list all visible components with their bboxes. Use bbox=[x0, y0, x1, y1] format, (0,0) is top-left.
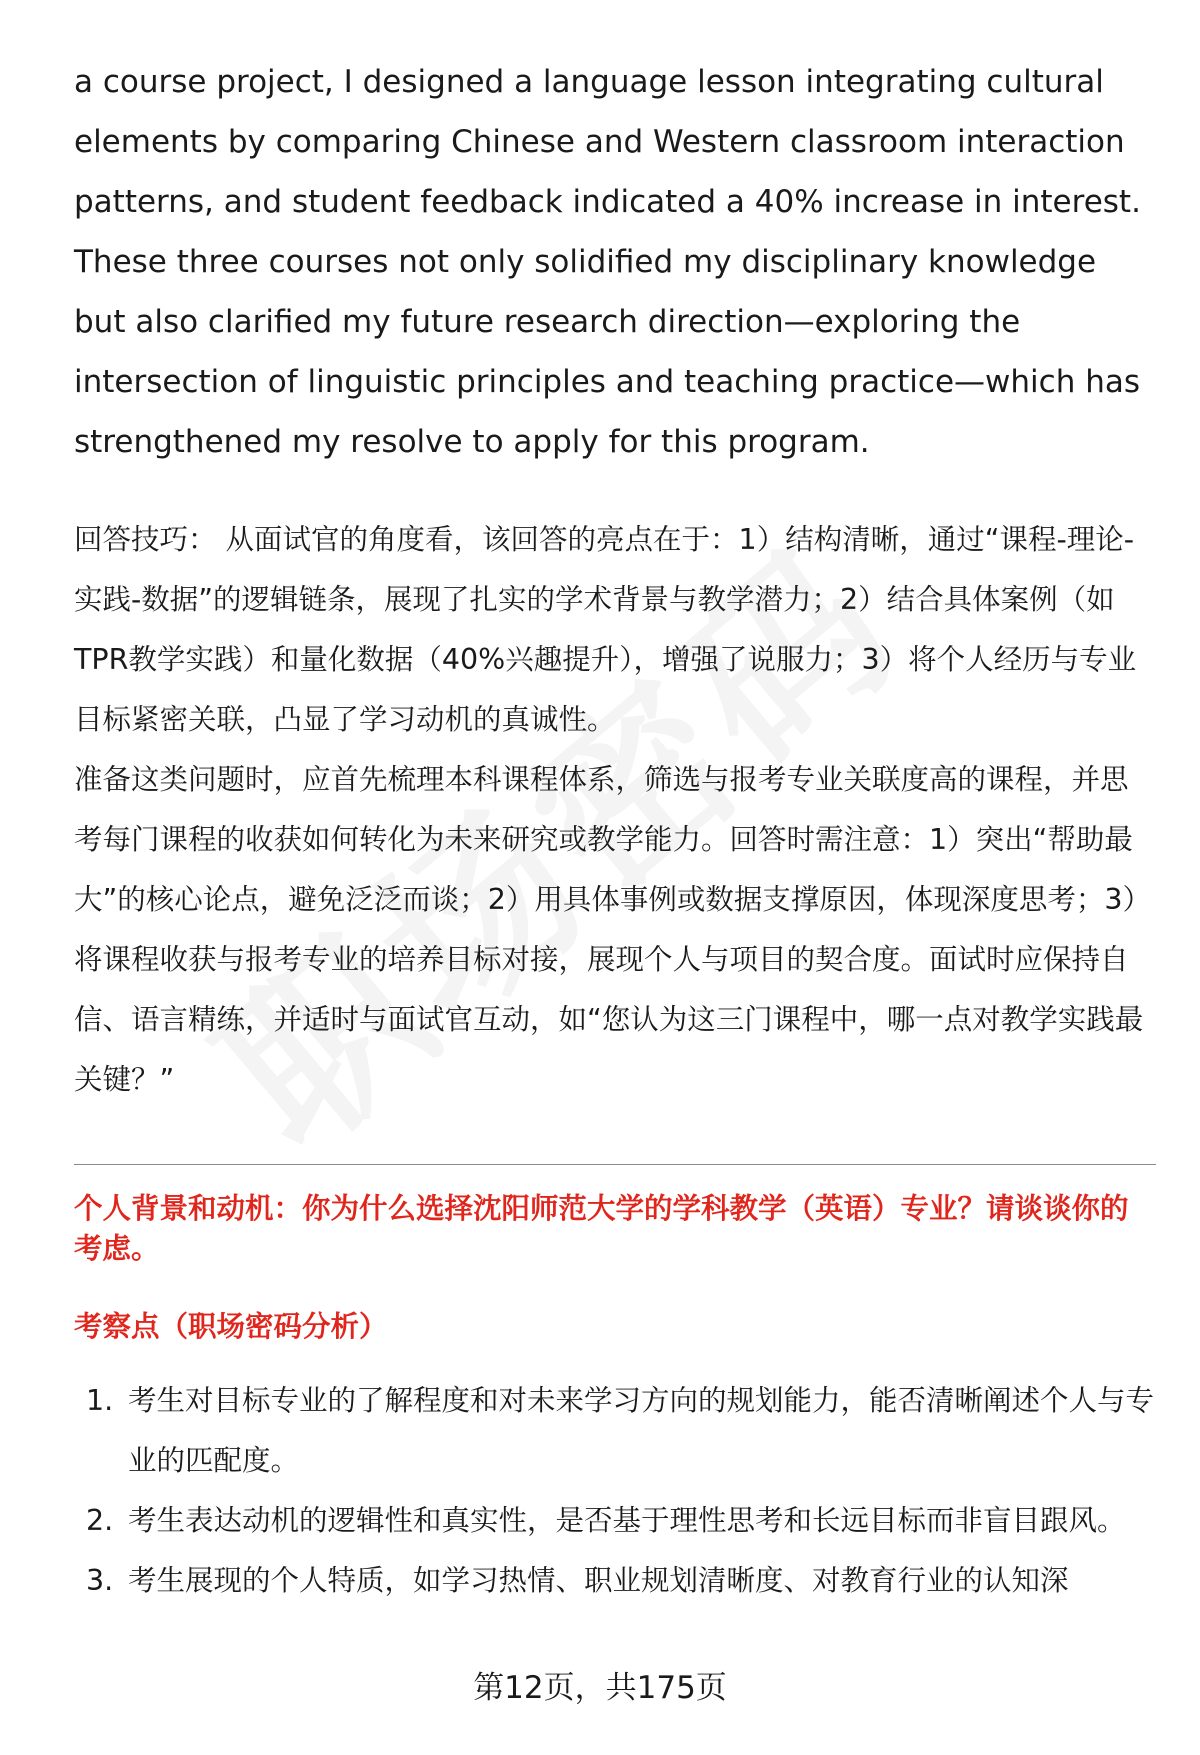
tips-paragraph: 回答技巧： 从面试官的角度看，该回答的亮点在于：1）结构清晰，通过“课程-理论-实践-数据”的逻辑链条，展现了扎实的学术背景与教学潜力；2）结合具体案例（如TPR教学实践）和量化数据（40%兴趣提升），增强了说服力；3）将个人经历与专业目标紧密关联，凸显了学习动机的真诚性。 bbox=[74, 523, 1137, 736]
page-number-footer: 第12页，共175页 bbox=[473, 1670, 727, 1706]
list-item-text: 考生表达动机的逻辑性和真实性，是否基于理性思考和长远目标而非盲目跟风。 bbox=[128, 1504, 1126, 1537]
list-item-number: 1. bbox=[86, 1384, 114, 1417]
list-item-number: 3. bbox=[86, 1564, 114, 1597]
analysis-heading: 考察点（职场密码分析） bbox=[74, 1310, 388, 1343]
assessment-points-list bbox=[74, 1371, 1154, 1611]
question-heading: 个人背景和动机：你为什么选择沈阳师范大学的学科教学（英语）专业？请谈谈你的考虑。 bbox=[74, 1192, 1129, 1265]
list-item bbox=[74, 1551, 1154, 1611]
intro-paragraph: a course project, I designed a language lesson integrating cultural elements by comparing Chinese and Western classroom interaction patterns, and student feedback indicated a 40% increase in interest. These three courses not only solidified my disciplinary knowledge but also clarified my future research direction—exploring the intersection of linguistic principles and teaching practice—which has strengthened my resolve to apply for this program. bbox=[74, 64, 1141, 460]
page-content bbox=[74, 52, 1154, 1611]
list-item-text: 考生对目标专业的了解程度和对未来学习方向的规划能力，能否清晰阐述个人与专业的匹配度。 bbox=[128, 1384, 1155, 1477]
list-item-text: 考生展现的个人特质，如学习热情、职业规划清晰度、对教育行业的认知深 bbox=[128, 1564, 1069, 1597]
spacer bbox=[74, 472, 1154, 510]
prep-paragraph: 准备这类问题时，应首先梳理本科课程体系，筛选与报考专业关联度高的课程，并思考每门课程的收获如何转化为未来研究或教学能力。回答时需注意：1）突出“帮助最大”的核心论点，避免泛泛而谈；2）用具体事例或数据支撑原因，体现深度思考；3）将课程收获与报考专业的培养目标对接，展现个人与项目的契合度。面试时应保持自信、语言精练，并适时与面试官互动，如“您认为这三门课程中，哪一点对教学实践最关键？” bbox=[74, 763, 1152, 1096]
list-item-number: 2. bbox=[86, 1504, 114, 1537]
list-item bbox=[74, 1491, 1154, 1551]
section-divider bbox=[74, 1164, 1156, 1165]
list-item bbox=[74, 1371, 1154, 1491]
